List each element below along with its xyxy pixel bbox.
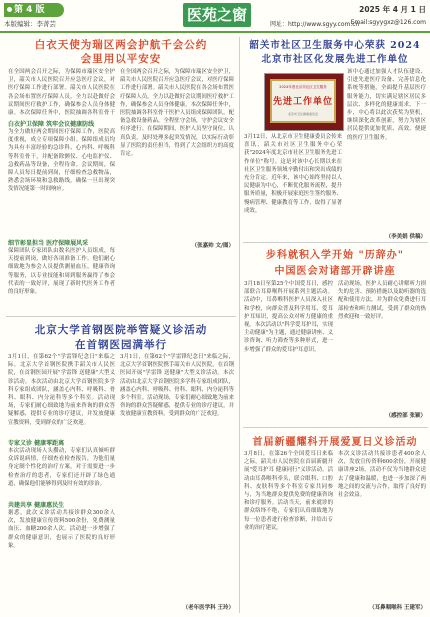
- article4-headline-2: 中国医会对诸部开辟讲座: [274, 266, 396, 277]
- article1-subhead-1: 白衣护卫保障 筑牢会议健康防线: [8, 121, 95, 128]
- section-logo: 医苑之窗: [183, 3, 251, 27]
- article2-byline: （老年医学科 王玲）: [182, 605, 234, 611]
- article5-byline: （耳鼻咽喉科 王建军）: [369, 605, 426, 611]
- article1-body-2: 为全力做好两会期间医疗保障工作，医院高度重视，成立专项保障小组。保障组成员均为具有丰富经验的急诊科、心内科、呼吸科等科室骨干，并配备除颤仪、心电监护仪、急救药品等设备，全程待命。会议期间，保障人员每日提前到岗，仔细检查急救物品，熟悉会场环境和急救路线，确保一旦出现突发情况能第一时间响应。: [8, 129, 115, 193]
- article5-body: 3月8日，在第26个全国爱耳日来临之际，韶关市人民医院在首届新疆开展"爱耳护耳 健康同行"义诊活动。活动由耳鼻喉科牵头，联合眼科、口腔科、皮肤科等多个科室专家共同参与，为当地群众提供免费的健康咨询和诊疗服务。活动当天，前来就诊的群众络绎不绝，专家们认真细致地为每一位患者进行检查诊断，并给出专业的治疗建议。: [244, 451, 333, 531]
- article2-body: 3月1日，在第62个"学雷锋纪念日"来临之际，北京大学首钢医院携手韶关市人民医院，在首钢医园开展"学雷锋 送健康"大型义诊活动。本次活动由北京大学首钢医院多学科专家组成团队，涵盖心内科、呼吸科、骨科、眼科、内分泌科等多个科室。活动现场，专家们耐心细致地为前来咨询的群众答疑解惑，提供专业的诊疗建议，并发放健康宣教资料，受到群众的广泛欢迎。: [8, 354, 115, 426]
- article4-byline: （感控部 张颖）: [385, 413, 426, 419]
- article3-headline-1: 韶关市社区卫生服务中心荣获 2024: [249, 40, 421, 51]
- article2-subhead-1: 专家义诊 健康零距离: [8, 440, 65, 447]
- article1-body-3: 保障团队专家团队由数名医护人员组成，每天提前到岗，做好各项准备工作。他们耐心细致地为参会人员提供测量血压、健康咨询等服务，以专业技能和周到服务赢得了参会代表的一致好评，展现了新时代医务工作者的良好形象。: [8, 248, 115, 296]
- article3-byline: （李美娟 供稿）: [385, 234, 426, 240]
- article2-body-3: 据悉，此次义诊活动共接诊群众300余人次，发放健康宣传资料500余份，免费测量血压、血糖200余人次。活动进一步增强了群众的健康意识，也展示了医院的良好形象。: [8, 510, 115, 549]
- article2-subhead-2: 共建共享 健康惠民生: [8, 502, 65, 509]
- article1-byline: （张嘉帅 文/图）: [191, 243, 234, 249]
- article2-body-2: 本次活动现场人头攒动，专家们认真倾听群众诉说病情，仔细查看检查报告，为他们量身定制个性化的治疗方案。对于需要进一步检查治疗的患者，专家们还开辟了绿色通道，确保他们能够得到及时有效的诊治。: [8, 448, 115, 487]
- article-divider: [6, 316, 236, 317]
- article-divider: [243, 427, 428, 428]
- plaque-bottom-text: 北京市卫生健康委员会: [287, 112, 318, 116]
- article1-body-col2: 在全国两会召开之际，为保障市瑞区安全护卫，韶关市人民医院召开应急医疗会议，对医疗保障工作进行部署。韶关市人民医院在各会场布置医疗保障人员，全力以赴做好会议期间医疗救护工作，确保参会人员身体健康。本次保障任务中，医院抽调各科室骨干医护人员组成保障团队，配备急救设备药品，全程驻守会场，守护会议安全有序进行。在保障期间，医护人员坚守岗位、认真负责，及时处理多起突发情况，以实际行动彰显了医院的责任担当，得到了大会组织方的高度肯定。: [120, 69, 234, 158]
- award-plaque: [270, 79, 336, 123]
- column-divider: [239, 37, 240, 613]
- article1-headline-2: 会里用以平安安: [80, 53, 162, 65]
- article2-headline-1: 北京大学首钢医院举管疑义诊活动: [34, 324, 208, 336]
- article4-body: 3月18日至第25个中国爱耳日，感控部联合耳鼻喉科开展系列主题活动。活动中，耳鼻喉科医护人员深入社区和学校，向群众普及科学用耳、爱耳护耳知识，提高公众对听力健康的重视。本次活动以"科学爱耳护耳，实现主动健康"为主题，通过健康讲座、义诊咨询、听力筛查等多种形式，进一步增强了群众的爱耳护耳意识。: [244, 281, 333, 353]
- plaque-main-text: 先进工作单位: [272, 97, 333, 107]
- editor-credit: 本版编辑：李菁芸: [4, 20, 56, 28]
- article5-body-2: 本次义诊活动共接诊患者400余人次，发放宣传资料600余份，开展健康讲座2场。活动不仅为当地群众送去了健康和温暖，也进一步加深了两地之间的交流与合作，取得了良好的社会效益。: [338, 451, 426, 499]
- edition-label: 第 4 版: [14, 5, 45, 15]
- article1-headline-1: 白衣天使为瑞区两会护航千会公约: [34, 39, 208, 51]
- article3-headline-2: 北京市社区化发展先进工作单位: [261, 54, 409, 65]
- website-link[interactable]: 网址：http://www.sgyy.com.cn: [270, 21, 360, 28]
- article3-body-2: 该中心通过加强人才队伍建设、引进先进医疗设备、完善信息化系统等措施，全面提升基层医疗服务能力，切实满足辖区居民多层次、多样化的健康需求。下一步，中心将以此次获奖为契机，继续深化改革创新，努力为辖区居民提供更加优质、高效、便捷的医疗卫生服务。: [347, 69, 426, 141]
- email-link[interactable]: Email:sgyygxz@126.com: [350, 19, 426, 26]
- plaque-top-text: 2024年度北京市社区卫生服务: [279, 85, 327, 89]
- article4-headline-1: 步科就积入学开始 "历辞办": [266, 250, 404, 261]
- masthead: [0, 0, 430, 36]
- article1-body: 在全国两会召开之际，为保障市瑞区安全护卫，韶关市人民医院召开应急医疗会议，对医疗保障工作进行部署。韶关市人民医院在各会场布置医疗保障人员，全力以赴做好会议期间医疗救护工作，确保参会人员身体健康。本次保障任务中，医院抽调各科室骨干: [8, 69, 115, 116]
- article4-body-2: 活动现场，医护人员耐心讲解听力损失的危害、预防措施以及助听器的选配和使用方法，并为群众免费进行耳部检查和听力测试，受到了群众的热烈欢迎和一致好评。: [338, 281, 426, 320]
- masthead-divider: [0, 31, 430, 33]
- article3-body: 3月12日，从北京市卫生健康委员会传来喜讯，韶关市社区卫生服务中心荣获"2024年度北京市社区卫生服务先进工作单位"称号。这是对该中心长期以来在社区卫生服务领域辛勤付出和突出成绩的充分肯定。近年来，该中心始终坚持以人民健康为中心，不断优化服务流程，提升服务质量，积极开展家庭医生签约服务、慢病管理、健康教育等工作，取得了显著成效。: [244, 134, 342, 214]
- article1-subhead-2: 细节彰显担当 医疗保障展风采: [8, 240, 89, 247]
- article2-body-col2: 3月1日，在第62个"学雷锋纪念日"来临之际，北京大学首钢医院携手韶关市人民医院，在首钢医园开展"学雷锋 送健康"大型义诊活动。本次活动由北京大学首钢医院多学科专家组成团队，涵盖心内科、呼吸科、骨科、眼科、内分泌科等多个科室。活动现场，专家们耐心细致地为前来咨询的群众答疑解惑，提供专业的诊疗建议，并发放健康宣教资料，受到群众的广泛欢迎。: [120, 354, 234, 418]
- bullet-icon: [7, 7, 12, 12]
- issue-date: 2025 年 4 月 1 日: [359, 5, 426, 14]
- article-divider: [243, 242, 428, 243]
- article2-headline-2: 在首钢医园满举行: [75, 339, 167, 351]
- article5-headline: 首届新疆耀科开展爱夏日义诊活动: [252, 437, 418, 448]
- edition-badge: [4, 3, 64, 17]
